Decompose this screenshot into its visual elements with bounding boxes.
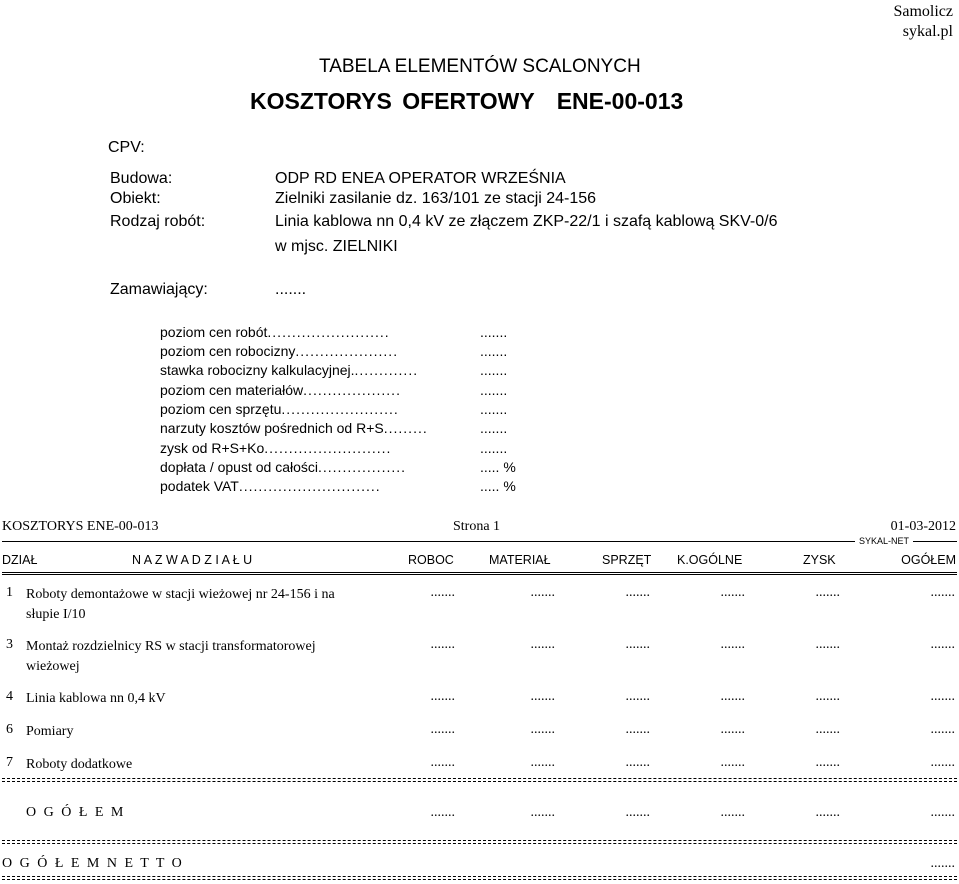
cell-koszty-ogolne: ....... [720, 585, 745, 600]
page-header-page: Strona 1 [453, 519, 501, 534]
cell-sprzet: ....... [625, 722, 650, 737]
rodzaj-robot-value-line-2: w mjsc. ZIELNIKI [275, 238, 398, 255]
level-dots: ......................... [267, 324, 390, 340]
column-zysk: ZYSK [803, 553, 836, 567]
cell-ogolem: ....... [930, 689, 955, 704]
cell-roboc: ....... [430, 637, 455, 652]
total-netto-label: O G Ó Ł E M N E T T O [2, 856, 184, 871]
cell-koszty-ogolne: ....... [720, 722, 745, 737]
netto-end-rule [2, 876, 957, 877]
level-value: ....... [480, 324, 508, 340]
row-name: Roboty dodatkowe [26, 757, 133, 772]
column-material: MATERIAŁ [489, 553, 551, 567]
column-koszty-ogolne: K.OGÓLNE [677, 553, 743, 567]
level-row [160, 401, 399, 417]
level-value: ....... [480, 343, 508, 359]
cell-ogolem: ....... [930, 755, 955, 770]
column-dzial: DZIAŁ [2, 553, 38, 567]
cpv-label: CPV: [108, 139, 145, 156]
corner-line-1: Samolicz [893, 3, 953, 20]
cell-sprzet: ....... [625, 689, 650, 704]
column-nazwa: N A Z W A D Z I A Ł U [132, 553, 253, 567]
cell-ogolem: ....... [930, 722, 955, 737]
row-name: Pomiary [26, 724, 74, 739]
document-title [250, 88, 683, 115]
level-dots: .................... [303, 382, 401, 398]
corner-branding [893, 2, 953, 42]
column-roboc: ROBOC [408, 553, 454, 567]
corner-line-2: sykal.pl [902, 23, 953, 40]
level-value: ..... % [480, 478, 516, 494]
total-ogolem: ....... [930, 805, 955, 820]
row-number: 3 [6, 637, 13, 652]
cell-roboc: ....... [430, 689, 455, 704]
cell-zysk: ....... [815, 637, 840, 652]
rows-end-rule-second [2, 781, 957, 782]
level-dots: ..................... [295, 343, 399, 359]
level-row [160, 478, 381, 494]
level-dots: ............................. [238, 478, 381, 494]
cell-ogolem: ....... [930, 585, 955, 600]
level-value: ....... [480, 440, 508, 456]
level-label: poziom cen materiałów [160, 382, 304, 398]
total-end-rule [2, 840, 957, 841]
row-name: Montaż rozdzielnicy RS w stacji transformatorowej wieżowej [26, 639, 316, 674]
cell-sprzet: ....... [625, 755, 650, 770]
cell-sprzet: ....... [625, 637, 650, 652]
level-label: stawka robocizny kalkulacyjnej. [160, 362, 355, 378]
level-label: narzuty kosztów pośrednich od R+S [160, 420, 384, 436]
title-text: KOSZTORYS OFERTOWY [250, 88, 535, 114]
row-number: 1 [6, 585, 13, 600]
level-value: ....... [480, 420, 508, 436]
budowa-value: ODP RD ENEA OPERATOR WRZEŚNIA [275, 170, 566, 187]
page-header-left: KOSZTORYS ENE-00-013 [2, 519, 159, 534]
level-dots: .......................... [264, 440, 392, 456]
level-label: poziom cen robocizny [160, 343, 296, 359]
cell-sprzet: ....... [625, 585, 650, 600]
cell-koszty-ogolne: ....... [720, 755, 745, 770]
total-koszty-ogolne: ....... [720, 805, 745, 820]
page-header-date: 01-03-2012 [890, 519, 956, 534]
document-subtitle: TABELA ELEMENTÓW SCALONYCH [319, 56, 641, 77]
row-number: 7 [6, 755, 13, 770]
total-roboc: ....... [430, 805, 455, 820]
cell-roboc: ....... [430, 722, 455, 737]
zamawiajacy-value: ....... [275, 281, 307, 298]
cell-zysk: ....... [815, 689, 840, 704]
level-value: ....... [480, 382, 508, 398]
level-row [160, 420, 428, 436]
cell-koszty-ogolne: ....... [720, 637, 745, 652]
level-row [160, 343, 398, 359]
total-material: ....... [530, 805, 555, 820]
row-name: Linia kablowa nn 0,4 kV [26, 691, 166, 706]
level-dots: ............. [354, 362, 419, 378]
level-value: ..... % [480, 459, 516, 475]
table-header-rule [2, 572, 957, 575]
title-code: ENE-00-013 [556, 88, 684, 114]
level-label: poziom cen sprzętu [160, 401, 282, 417]
cell-roboc: ....... [430, 755, 455, 770]
cell-roboc: ....... [430, 585, 455, 600]
level-label: dopłata / opust od całości [160, 459, 318, 475]
rodzaj-robot-value-line-1: Linia kablowa nn 0,4 kV ze złączem ZKP-22/1 i szafą kablową SKV-0/6 [275, 213, 778, 230]
header-rule [2, 541, 957, 542]
obiekt-label: Obiekt: [110, 190, 161, 207]
cell-material: ....... [530, 722, 555, 737]
cell-material: ....... [530, 585, 555, 600]
obiekt-value: Zielniki zasilanie dz. 163/101 ze stacji 24-156 [275, 190, 597, 207]
total-label: O G Ó Ł E M [26, 805, 126, 820]
cell-zysk: ....... [815, 585, 840, 600]
cell-koszty-ogolne: ....... [720, 689, 745, 704]
column-sprzet: SPRZĘT [602, 553, 652, 567]
level-dots: ........................ [281, 401, 399, 417]
budowa-label: Budowa: [110, 170, 173, 187]
row-number: 6 [6, 722, 13, 737]
level-value: ....... [480, 362, 508, 378]
level-row [160, 440, 391, 456]
column-ogolem: OGÓŁEM [901, 553, 956, 567]
software-label: SYKAL-NET [855, 536, 913, 546]
level-row [160, 324, 390, 340]
level-row [160, 362, 418, 378]
cell-ogolem: ....... [930, 637, 955, 652]
total-sprzet: ....... [625, 805, 650, 820]
rows-end-rule [2, 778, 957, 779]
cell-zysk: ....... [815, 755, 840, 770]
cell-zysk: ....... [815, 722, 840, 737]
total-zysk: ....... [815, 805, 840, 820]
cell-material: ....... [530, 637, 555, 652]
cell-material: ....... [530, 689, 555, 704]
total-end-rule-second [2, 843, 957, 844]
total-netto-value: ....... [930, 856, 955, 871]
level-row [160, 382, 401, 398]
netto-end-rule-second [2, 879, 957, 880]
rodzaj-robot-label: Rodzaj robót: [110, 213, 206, 230]
level-label: podatek VAT [160, 478, 239, 494]
zamawiajacy-label: Zamawiający: [110, 281, 208, 298]
level-row [160, 459, 406, 475]
level-dots: ......... [383, 420, 428, 436]
level-value: ....... [480, 401, 508, 417]
cell-material: ....... [530, 755, 555, 770]
level-label: poziom cen robót [160, 324, 268, 340]
row-number: 4 [6, 689, 13, 704]
level-dots: .................. [318, 459, 407, 475]
level-label: zysk od R+S+Ko [160, 440, 265, 456]
row-name: Roboty demontażowe w stacji wieżowej nr 24-156 i na słupie I/10 [26, 587, 335, 622]
